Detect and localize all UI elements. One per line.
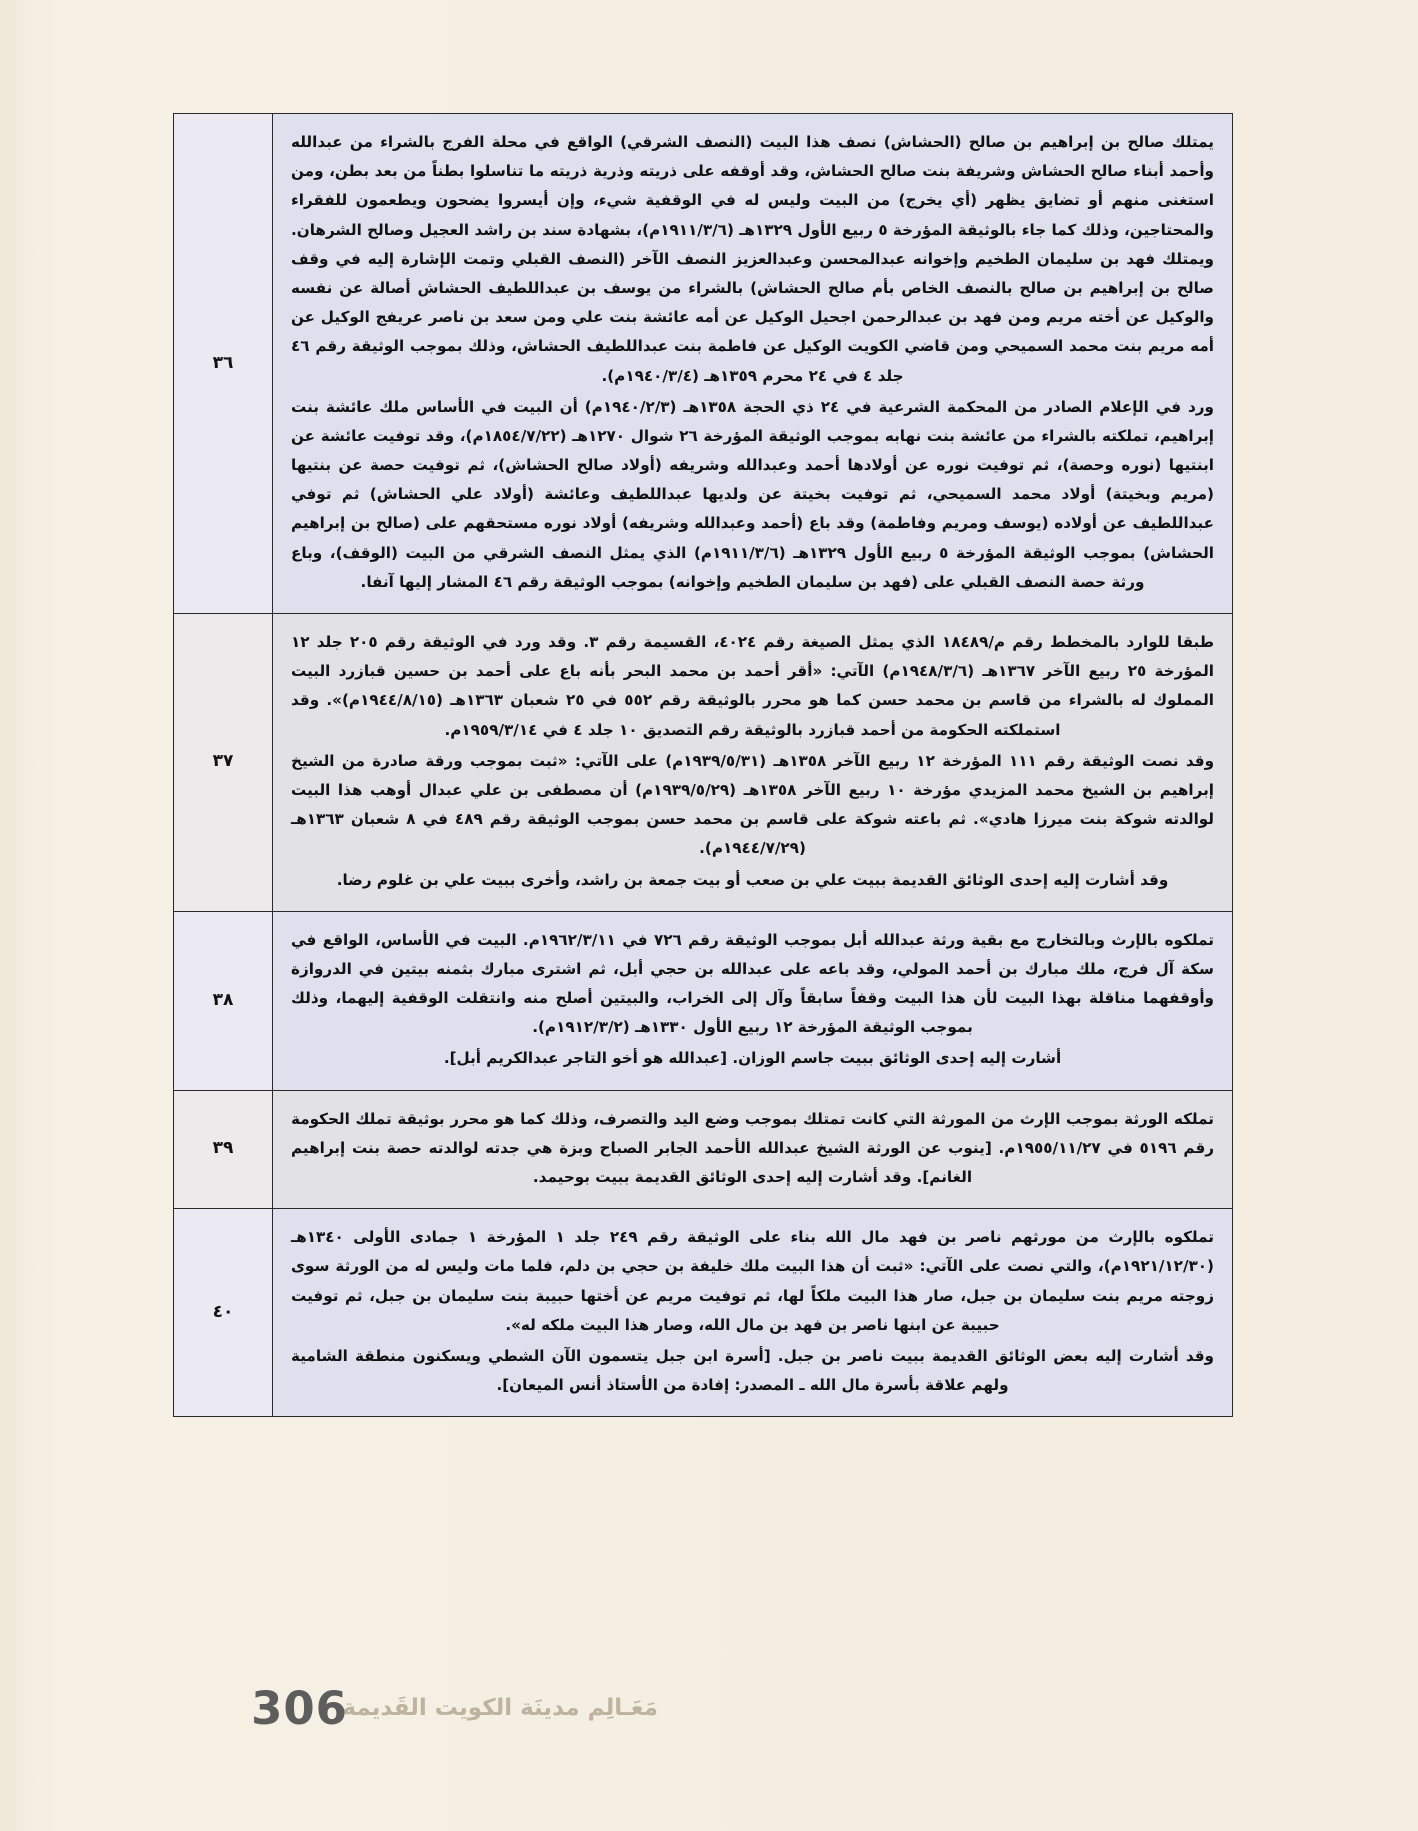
record-paragraph: وقد نصت الوثيقة رقم ١١١ المؤرخة ١٢ ربيع الآخر ١٣٥٨هـ (١٩٣٩/٥/٣١م) على الآتي: «ثبت بموجب ورقة صادرة من الشيخ إبراهيم بن الشيخ محمد المزيدي مؤرخة ١٠ ربيع الآخر ١٣٥٨هـ (١٩٣٩/٥/٢٩م) أن مصطفى بن علي عبدال أوهب هذا البيت لوالدته شوكة بنت ميرزا هادي». ثم باعته شوكة على قاسم بن محمد حسن بموجب الوثيقة رقم ٤٨٩ في ٨ شعبان ١٣٦٣هـ (١٩٤٤/٧/٢٩م). (291, 751, 1215, 858)
record-number-cell: ٤٠ (174, 1209, 273, 1417)
record-paragraph: يمتلك صالح بن إبراهيم بن صالح (الحشاش) نصف هذا البيت (النصف الشرقي) الواقع في محلة الفرج بالشراء من عبدالله وأحمد أبناء صالح الحشاش وشريفة بنت صالح الحشاش، وقد أوقفه على ذريته وذرية ذريته ما تناسلوا بطناً من بعد بطن، ومن استغنى منهم أو تضايق يظهر (أي يخرج) من البيت وليس له في الوقفية شيء، وإن أيسروا يضحون ويطعمون للفقراء والمحتاجين، وذلك كما جاء بالوثيقة المؤرخة ٥ ربيع الأول ١٣٢٩هـ (١٩١١/٣/٦م)، بشهادة سند بن راشد العجيل وصالح الشرهان. ويمتلك فهد بن سليمان الطخيم وإخوانه عبدالمحسن وعبدالعزيز النصف الآخر (النصف القبلي وتمت الإشارة إليه في وقف صالح بن إبراهيم بن صالح بالنصف الخاص بأم صالح الحشاش) بالشراء من يوسف بن عبداللطيف الحشاش أصالة عن نفسه والوكيل عن أخته مريم ومن فهد بن عبدالرحمن اجحيل الوكيل عن أمه عائشة بنت علي ومن سعد بن ناصر عريفج الوكيل عن أمه مريم بنت محمد السميحي ومن قاضي الكويت الوكيل عن فاطمة بنت عبداللطيف الحشاش، وذلك بموجب الوثيقة رقم ٤٦ جلد ٤ في ٢٤ محرم ١٣٥٩هـ (١٩٤٠/٣/٤م). (291, 133, 1214, 385)
record-description-cell (273, 1209, 1233, 1417)
record-description-cell (273, 1090, 1233, 1209)
page-footer (0, 1665, 1418, 1735)
record-paragraph: طبقا للوارد بالمخطط رقم م/١٨٤٨٩ الذي يمثل الصيغة رقم ٤٠٢٤، القسيمة رقم ٣. وقد ورد في الوثيقة رقم ٢٠٥ جلد ١٢ المؤرخة ٢٥ ربيع الآخر ١٣٦٧هـ (١٩٤٨/٣/٦م) الآتي: «أقر أحمد بن محمد البحر بأنه باع على أحمد بن حسين قبازرد البيت المملوك له بالشراء من قاسم بن محمد حسن كما هو محرر بالوثيقة رقم ٥٥٢ في ٢٥ شعبان ١٣٦٣هـ (١٩٤٤/٨/١٥م)». وقد استملكته الحكومة من أحمد قبازرد بالوثيقة رقم التصديق ١٠ جلد ٤ في ١٩٥٩/٣/١٤م. (291, 633, 1215, 739)
record-paragraph: تملكوه بالإرث وبالتخارج مع بقية ورثة عبدالله أبل بموجب الوثيقة رقم ٧٢٦ في ١٩٦٢/٣/١١م. البيت في الأساس، الواقع في سكة آل فرج، ملك مبارك بن أحمد المولي، وقد باعه على عبدالله بن حجي أبل، ثم اشترى مبارك بثمنه بيتين في الدروازة وأوقفهما مناقلة بهذا البيت لأن هذا البيت وقفاً سابقاً وآل إلى الخراب، والبيتين أصلح منه وانتقلت الوقفية إليهما، وذلك بموجب الوثيقة المؤرخة ١٢ ربيع الأول ١٣٣٠هـ (١٩١٢/٣/٢م). (291, 930, 1214, 1037)
table-row (174, 911, 1233, 1090)
record-number-cell: ٣٩ (174, 1090, 273, 1209)
record-number-cell: ٣٨ (174, 911, 273, 1090)
page-number: 306 (251, 1682, 348, 1735)
table-row (174, 1090, 1233, 1209)
table-row (174, 114, 1233, 614)
table-row (174, 614, 1233, 912)
record-paragraph: تملكوه بالإرث من مورثهم ناصر بن فهد مال الله بناء على الوثيقة رقم ٢٤٩ جلد ١ المؤرخة ١ جمادى الأولى ١٣٤٠هـ (١٩٢١/١٢/٣٠م)، والتي نصت على الآتي: «ثبت أن هذا البيت ملك خليفة بن حجي بن دلم، فلما مات وليس له من الورثة سوى زوجته مريم بنت سليمان بن جبل، صار هذا البيت ملكاً لها، ثم توفيت مريم عن أختها حبيبة بنت سليمان بن جبل، ثم توفيت حبيبة عن ابنها ناصر بن فهد بن مال الله، وصار هذا البيت ملكه له». (291, 1228, 1215, 1334)
record-paragraph: تملكه الورثة بموجب الإرث من المورثة التي كانت تمتلك بموجب وضع اليد والتصرف، وذلك كما هو محرر بوثيقة تملك الحكومة رقم ٥١٩٦ في ١٩٥٥/١١/٢٧م. [ينوب عن الورثة الشيخ عبدالله الأحمد الجابر الصباح وبزة هي جدته لوالدته حصة بنت إبراهيم الغانم]. وقد أشارت إليه إحدى الوثائق القديمة ببيت بوحيمد. (291, 1109, 1215, 1186)
record-paragraph: ورد في الإعلام الصادر من المحكمة الشرعية في ٢٤ ذي الحجة ١٣٥٨هـ (١٩٤٠/٢/٣م) أن البيت في الأساس ملك عائشة بنت إبراهيم، تملكته بالشراء من عائشة بنت نهابه بموجب الوثيقة المؤرخة ٢٦ شوال ١٢٧٠هـ (١٨٥٤/٧/٢٢م)، وقد توفيت عائشة عن ابنتيها (نوره وحصة)، ثم توفيت نوره عن أولادها أحمد وعبدالله وشريفه (أولاد صالح الحشاش)، ثم توفيت حصة عن بنتيها (مريم وبخيتة) أولاد محمد السميحي، ثم توفيت بخيتة عن ولديها عبداللطيف وعائشة (أولاد علي الحشاش) ثم توفي عبداللطيف عن أولاده (يوسف ومريم وفاطمة) وقد باع (أحمد وعبدالله وشريفه) أولاد نوره مستحقهم على (صالح بن إبراهيم الحشاش) بموجب الوثيقة المؤرخة ٥ ربيع الأول ١٣٢٩هـ (١٩١١/٣/٦م) الذي يمثل النصف الشرقي من البيت (الوقف)، وباع ورثة حصة النصف القبلي على (فهد بن سليمان الطخيم وإخوانه) بموجب الوثيقة رقم ٤٦ المشار إليها آنفا. (291, 397, 1214, 591)
record-paragraph: أشارت إليه إحدى الوثائق ببيت جاسم الوزان. [عبدالله هو أخو التاجر عبدالكريم أبل]. (443, 1049, 1062, 1068)
footer-book-title: مَعَـالِم مدينَة الكويت القَديمة (342, 1695, 658, 1721)
record-description-cell (273, 114, 1233, 614)
record-paragraph: وقد أشارت إليه بعض الوثائق القديمة ببيت ناصر بن جبل. [أسرة ابن جبل يتسمون الآن الشطي ويسكنون منطقة الشامية ولهم علاقة بأسرة مال الله ـ المصدر: إفادة من الأستاذ أنس الميعان]. (291, 1346, 1214, 1395)
record-number-cell: ٣٧ (174, 614, 273, 912)
table-row (174, 1209, 1233, 1417)
record-description-cell (273, 614, 1233, 912)
record-description-cell (273, 911, 1233, 1090)
property-records-table (173, 113, 1233, 1417)
record-number-cell: ٣٦ (174, 114, 273, 614)
table-body (174, 114, 1233, 1417)
record-paragraph: وقد أشارت إليه إحدى الوثائق القديمة ببيت علي بن صعب أو بيت جمعة بن راشد، وأخرى ببيت علي بن غلوم رضا. (336, 870, 1169, 889)
